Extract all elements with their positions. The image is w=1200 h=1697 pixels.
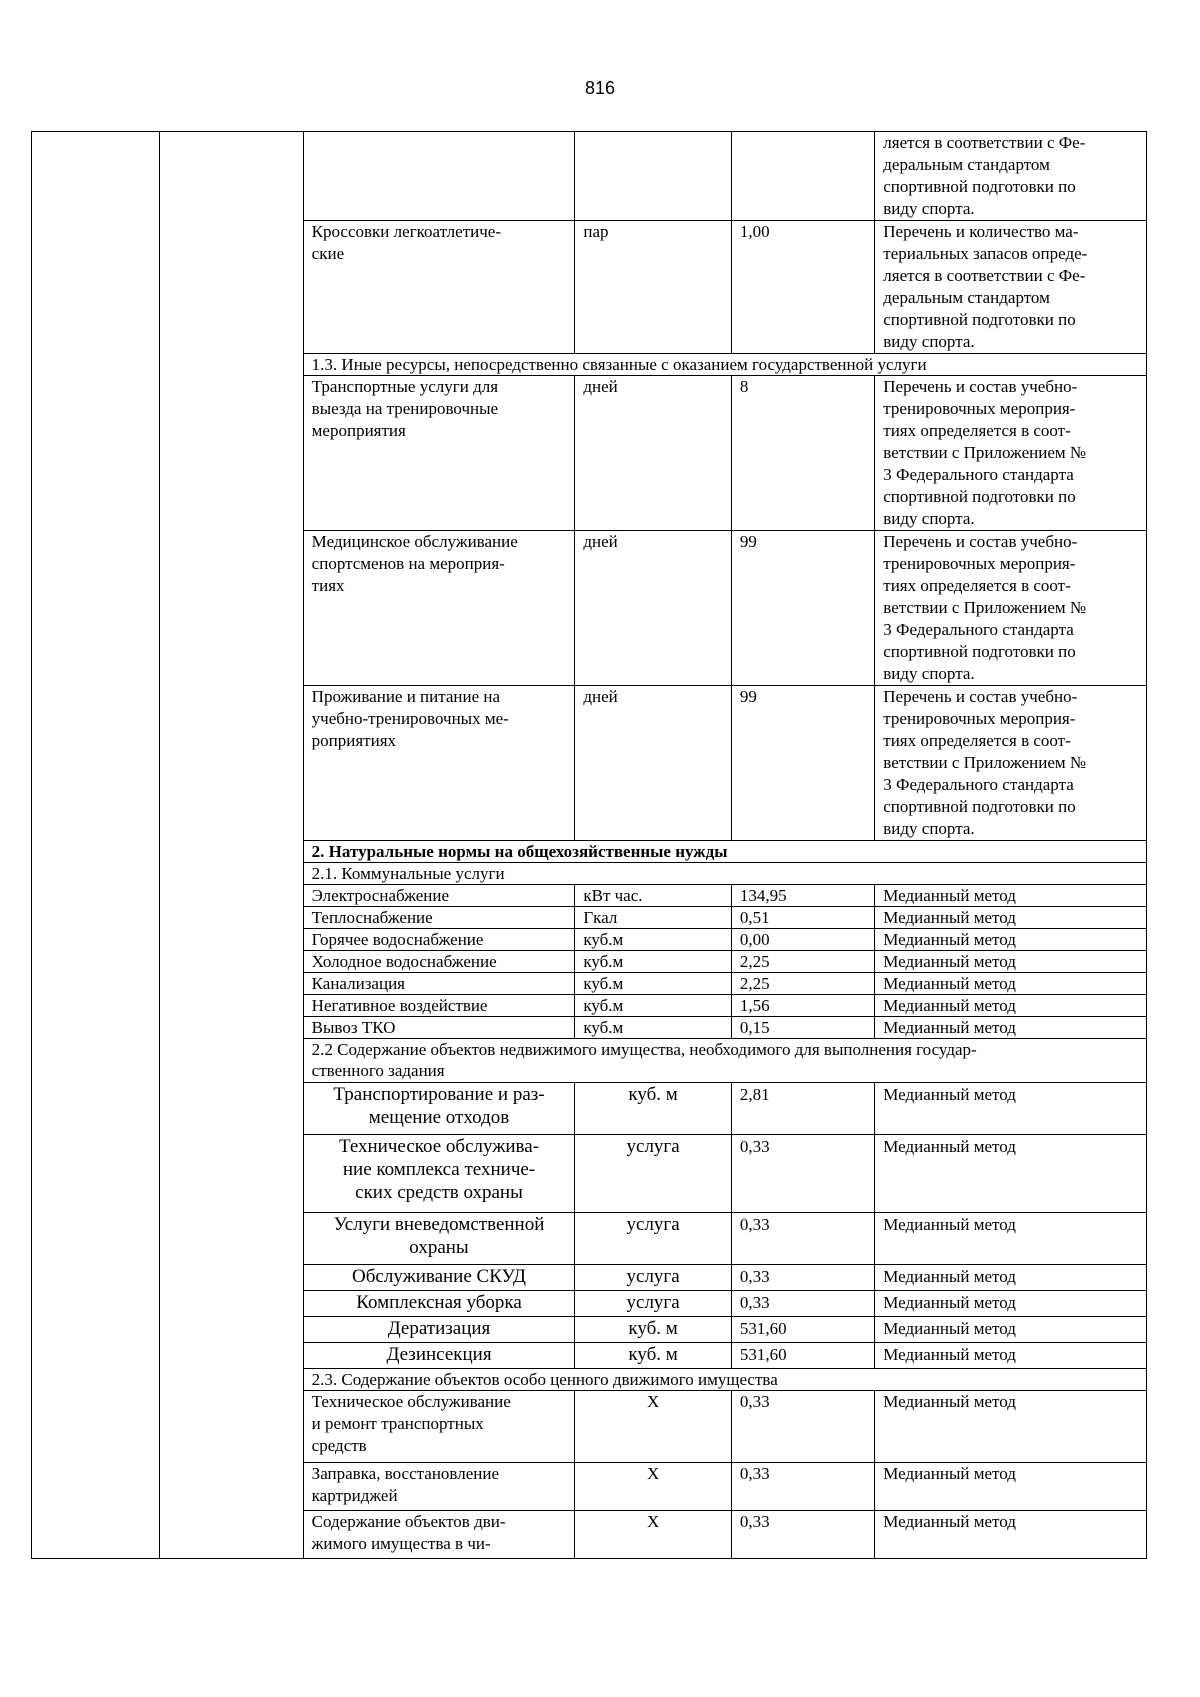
unit-cell: Х <box>575 1511 731 1559</box>
value-cell: 0,33 <box>731 1135 874 1213</box>
resource-name: Холодное водоснабжение <box>303 951 575 973</box>
page-number: 816 <box>584 78 616 98</box>
unit-cell: Х <box>575 1463 731 1511</box>
norms-table <box>31 131 1147 1559</box>
table-row <box>32 132 1147 221</box>
note-cell: Медианный метод <box>875 1265 1147 1291</box>
resource-name: Техническое обслуживание и ремонт транспортных средств <box>303 1391 575 1463</box>
resource-name: Электроснабжение <box>303 885 575 907</box>
value-cell: 0,51 <box>731 907 874 929</box>
resource-name: Техническое обслужива- ние комплекса техниче- ских средств охраны <box>303 1135 575 1213</box>
section-title-2-2: 2.2 Содержание объектов недвижимого имущества, необходимого для выполнения государ- ственного задания <box>303 1039 1146 1083</box>
unit-cell: дней <box>575 531 731 686</box>
value-cell: 0,33 <box>731 1213 874 1265</box>
resource-name: Транспортные услуги для выезда на тренировочные мероприятия <box>303 376 575 531</box>
note-cell: Медианный метод <box>875 995 1147 1017</box>
resource-name: Проживание и питание на учебно-тренировочных ме- роприятиях <box>303 686 575 841</box>
value-cell: 0,15 <box>731 1017 874 1039</box>
resource-name: Заправка, восстановление картриджей <box>303 1463 575 1511</box>
note-cell: Медианный метод <box>875 973 1147 995</box>
unit-cell: куб. м <box>575 1083 731 1135</box>
section-title-2-1: 2.1. Коммунальные услуги <box>303 863 1146 885</box>
unit-cell: куб.м <box>575 1017 731 1039</box>
note-cell: Перечень и состав учебно- тренировочных мероприя- тиях определяется в соот- ветствии с Приложением № 3 Федерального стандарта спортивной подготовки по виду спорта. <box>875 531 1147 686</box>
note-cell: Медианный метод <box>875 1343 1147 1369</box>
resource-name: Транспортирование и раз- мещение отходов <box>303 1083 575 1135</box>
note-cell: Перечень и состав учебно- тренировочных мероприя- тиях определяется в соот- ветствии с Приложением № 3 Федерального стандарта спортивной подготовки по виду спорта. <box>875 376 1147 531</box>
value-cell: 0,00 <box>731 929 874 951</box>
value-cell: 8 <box>731 376 874 531</box>
unit-cell: куб. м <box>575 1343 731 1369</box>
blank-column-1 <box>32 132 160 1559</box>
note-cell: Медианный метод <box>875 1391 1147 1463</box>
note-cell: Перечень и количество ма- териальных запасов опреде- ляется в соответствии с Фе- деральным стандартом спортивной подготовки по виду спорта. <box>875 221 1147 354</box>
note-cell: Медианный метод <box>875 1083 1147 1135</box>
resource-name: Кроссовки легкоатлетиче- ские <box>303 221 575 354</box>
resource-name: Горячее водоснабжение <box>303 929 575 951</box>
value-cell: 2,81 <box>731 1083 874 1135</box>
value-cell: 99 <box>731 686 874 841</box>
note-cell: Медианный метод <box>875 929 1147 951</box>
value-cell: 531,60 <box>731 1343 874 1369</box>
unit-cell: дней <box>575 376 731 531</box>
note-cell: Медианный метод <box>875 1463 1147 1511</box>
resource-name: Комплексная уборка <box>303 1291 575 1317</box>
note-cell: Медианный метод <box>875 1213 1147 1265</box>
note-cell: Медианный метод <box>875 1017 1147 1039</box>
note-cell: Медианный метод <box>875 1511 1147 1559</box>
note-cell: Медианный метод <box>875 1135 1147 1213</box>
note-cell: ляется в соответствии с Фе- деральным стандартом спортивной подготовки по виду спорта. <box>875 132 1147 221</box>
unit-cell: кВт час. <box>575 885 731 907</box>
value-cell: 1,00 <box>731 221 874 354</box>
section-title-2: 2. Натуральные нормы на общехозяйственные нужды <box>303 841 1146 863</box>
unit-cell: куб.м <box>575 995 731 1017</box>
unit-cell <box>575 132 731 221</box>
unit-cell: услуга <box>575 1213 731 1265</box>
resource-name <box>303 132 575 221</box>
resource-name: Вывоз ТКО <box>303 1017 575 1039</box>
value-cell: 0,33 <box>731 1463 874 1511</box>
unit-cell: услуга <box>575 1291 731 1317</box>
resource-name: Услуги вневедомственной охраны <box>303 1213 575 1265</box>
value-cell <box>731 132 874 221</box>
unit-cell: куб. м <box>575 1317 731 1343</box>
value-cell: 2,25 <box>731 951 874 973</box>
value-cell: 0,33 <box>731 1391 874 1463</box>
note-cell: Перечень и состав учебно- тренировочных мероприя- тиях определяется в соот- ветствии с Приложением № 3 Федерального стандарта спортивной подготовки по виду спорта. <box>875 686 1147 841</box>
unit-cell: Х <box>575 1391 731 1463</box>
unit-cell: Гкал <box>575 907 731 929</box>
resource-name: Дезинсекция <box>303 1343 575 1369</box>
value-cell: 2,25 <box>731 973 874 995</box>
resource-name: Негативное воздействие <box>303 995 575 1017</box>
note-cell: Медианный метод <box>875 885 1147 907</box>
section-title-1-3: 1.3. Иные ресурсы, непосредственно связанные с оказанием государственной услуги <box>303 354 1146 376</box>
resource-name: Дератизация <box>303 1317 575 1343</box>
resource-name: Канализация <box>303 973 575 995</box>
resource-name: Обслуживание СКУД <box>303 1265 575 1291</box>
value-cell: 134,95 <box>731 885 874 907</box>
unit-cell: куб.м <box>575 929 731 951</box>
note-cell: Медианный метод <box>875 951 1147 973</box>
unit-cell: куб.м <box>575 973 731 995</box>
blank-column-2 <box>160 132 303 1559</box>
unit-cell: услуга <box>575 1265 731 1291</box>
unit-cell: услуга <box>575 1135 731 1213</box>
value-cell: 1,56 <box>731 995 874 1017</box>
unit-cell: дней <box>575 686 731 841</box>
section-title-2-3: 2.3. Содержание объектов особо ценного движимого имущества <box>303 1369 1146 1391</box>
value-cell: 0,33 <box>731 1291 874 1317</box>
note-cell: Медианный метод <box>875 1291 1147 1317</box>
resource-name: Содержание объектов дви- жимого имущества в чи- <box>303 1511 575 1559</box>
value-cell: 0,33 <box>731 1511 874 1559</box>
value-cell: 531,60 <box>731 1317 874 1343</box>
resource-name: Медицинское обслуживание спортсменов на мероприя- тиях <box>303 531 575 686</box>
unit-cell: куб.м <box>575 951 731 973</box>
note-cell: Медианный метод <box>875 1317 1147 1343</box>
value-cell: 0,33 <box>731 1265 874 1291</box>
value-cell: 99 <box>731 531 874 686</box>
resource-name: Теплоснабжение <box>303 907 575 929</box>
unit-cell: пар <box>575 221 731 354</box>
note-cell: Медианный метод <box>875 907 1147 929</box>
